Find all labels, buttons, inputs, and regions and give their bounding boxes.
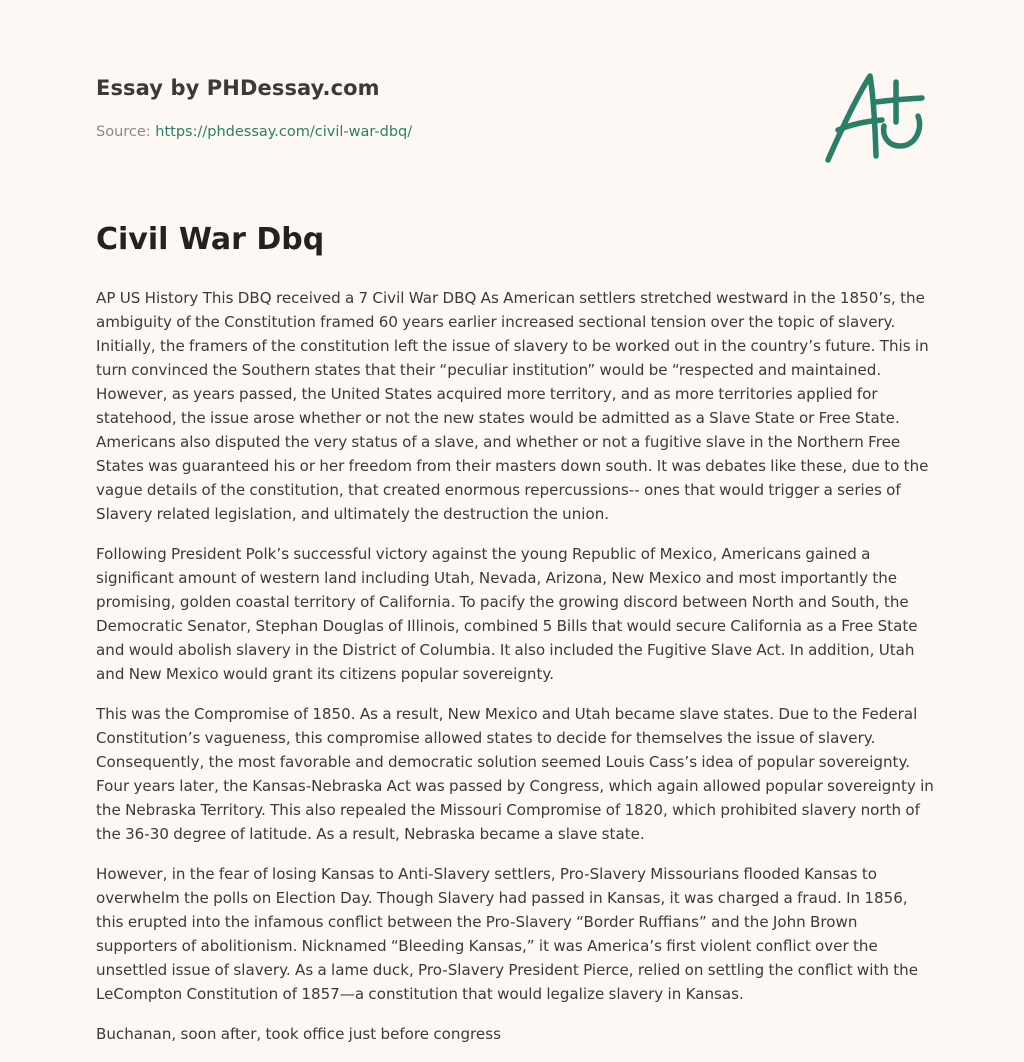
- source-link[interactable]: https://phdessay.com/civil-war-dbq/: [155, 124, 413, 140]
- essay-title: Civil War Dbq: [96, 222, 325, 257]
- essay-paragraph: Buchanan, soon after, took office just before congress: [96, 1025, 501, 1043]
- source-line: [96, 124, 412, 140]
- essay-body: [96, 286, 936, 1062]
- essay-paragraph: Following President Polk’s successful victory against the young Republic of Mexico, Americans gained a significant amount of western land including Utah, Nevada, Arizona, New Mexico and most importantly the promising, golden coastal territory of California. To pacify the growing discord between North and South, the Democratic Senator, Stephan Douglas of Illinois, combined 5 Bills that would secure California as a Free State and would abolish slavery in the District of Columbia. It also included the Fugitive Slave Act. In addition, Utah and New Mexico would grant its citizens popular sovereignty.: [96, 545, 918, 683]
- source-label: Source:: [96, 124, 156, 140]
- essay-paragraph: AP US History This DBQ received a 7 Civil War DBQ As American settlers stretched westward in the 1850’s, the ambiguity of the Constitution framed 60 years earlier increased sectional tension over the topic of slavery. Initially, the framers of the constitution left the issue of slavery to be worked out in the country’s future. This in turn convinced the Southern states that their “peculiar institution” would be “respected and maintained. However, as years passed, the United States acquired more territory, and as more territories applied for statehood, the issue arose whether or not the new states would be admitted as a Slave State or Free State. Americans also disputed the very status of a slave, and whether or not a fugitive slave in the Northern Free States was guaranteed his or her freedom from their masters down south. It was debates like these, due to the vague details of the constitution, that created enormous repercussions-- ones that would trigger a series of Slavery related legislation, and ultimately the destruction the union.: [96, 289, 929, 523]
- a-plus-logo-icon: [820, 64, 930, 168]
- essay-paragraph: This was the Compromise of 1850. As a result, New Mexico and Utah became slave states. Due to the Federal Constitution’s vagueness, this compromise allowed states to decide for themselves the issue of slavery. Consequently, the most favorable and democratic solution seemed Louis Cass’s idea of popular sovereignty. Four years later, the Kansas-Nebraska Act was passed by Congress, which again allowed popular sovereignty in the Nebraska Territory. This also repealed the Missouri Compromise of 1820, which prohibited slavery north of the 36-30 degree of latitude. As a result, Nebraska became a slave state.: [96, 705, 934, 843]
- site-brand: Essay by PHDessay.com: [96, 76, 380, 100]
- essay-paragraph: However, in the fear of losing Kansas to Anti-Slavery settlers, Pro-Slavery Missourians flooded Kansas to overwhelm the polls on Election Day. Though Slavery had passed in Kansas, it was charged a fraud. In 1856, this erupted into the infamous conflict between the Pro-Slavery “Border Ruffians” and the John Brown supporters of abolitionism. Nicknamed “Bleeding Kansas,” it was America’s first violent conflict over the unsettled issue of slavery. As a lame duck, Pro-Slavery President Pierce, relied on settling the conflict with the LeCompton Constitution of 1857—a constitution that would legalize slavery in Kansas.: [96, 865, 919, 1003]
